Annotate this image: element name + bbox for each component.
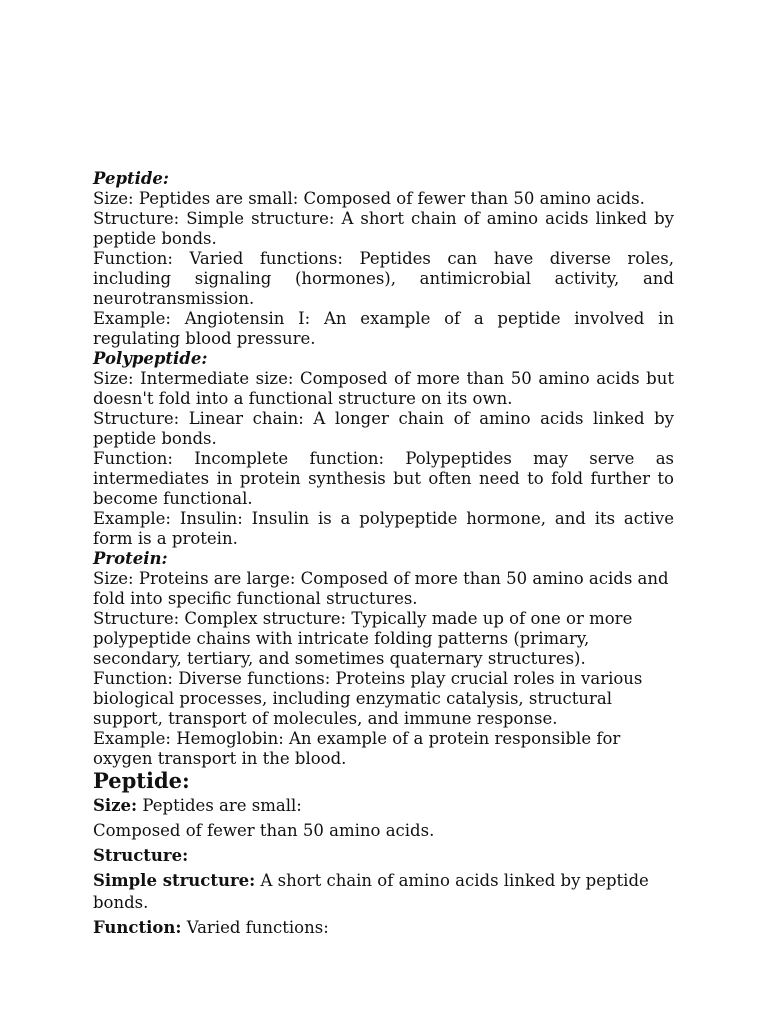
simple-structure-label: Simple structure: xyxy=(93,871,256,890)
size-label: Size: xyxy=(93,796,138,815)
protein-structure: Structure: Complex structure: Typically made up of one or more polypeptide chains with intricate folding patterns (primary, secondary, tertiary, and sometimes quaternary structures). xyxy=(93,609,633,668)
detail-simple-structure-line xyxy=(93,870,683,914)
function-text: Varied functions: xyxy=(181,918,329,937)
detail-size-detail: Composed of fewer than 50 amino acids. xyxy=(93,821,435,840)
polypeptide-example: Example: Insulin: Insulin is a polypeptide hormone, and its active form is a protein. xyxy=(93,509,674,548)
simple-structure-text: A short chain of amino acids linked by peptide bonds. xyxy=(93,871,649,912)
polypeptide-function: Function: Incomplete function: Polypeptides may serve as intermediates in protein synthesis but often need to fold further to become functional. xyxy=(93,449,674,508)
detail-peptide-heading: Peptide: xyxy=(93,768,190,793)
peptide-structure: Structure: Simple structure: A short chain of amino acids linked by peptide bonds. xyxy=(93,209,674,248)
protein-size: Size: Proteins are large: Composed of more than 50 amino acids and fold into specific functional structures. xyxy=(93,569,669,608)
polypeptide-heading: Polypeptide: xyxy=(93,349,208,368)
function-label: Function: xyxy=(93,918,182,937)
protein-function: Function: Diverse functions: Proteins play crucial roles in various biological processes, including enzymatic catalysis, structural support, transport of molecules, and immune response. xyxy=(93,669,643,728)
summary-section xyxy=(93,169,674,769)
peptide-example: Example: Angiotensin I: An example of a peptide involved in regulating blood pressure. xyxy=(93,309,674,348)
polypeptide-size: Size: Intermediate size: Composed of more than 50 amino acids but doesn't fold into a functional structure on its own. xyxy=(93,369,674,408)
structure-label: Structure: xyxy=(93,846,189,865)
peptide-heading: Peptide: xyxy=(93,169,170,188)
peptide-size: Size: Peptides are small: Composed of fewer than 50 amino acids. xyxy=(93,189,645,208)
detail-section xyxy=(93,770,683,942)
size-text: Peptides are small: xyxy=(137,796,302,815)
detail-function-line xyxy=(93,917,683,939)
detail-size-line xyxy=(93,795,683,817)
protein-example: Example: Hemoglobin: An example of a protein responsible for oxygen transport in the blood. xyxy=(93,729,621,768)
peptide-function: Function: Varied functions: Peptides can have diverse roles, including signaling (hormones), antimicrobial activity, and neurotransmission. xyxy=(93,249,674,308)
detail-structure-line xyxy=(93,845,683,867)
protein-heading: Protein: xyxy=(93,549,168,568)
polypeptide-structure: Structure: Linear chain: A longer chain of amino acids linked by peptide bonds. xyxy=(93,409,674,448)
